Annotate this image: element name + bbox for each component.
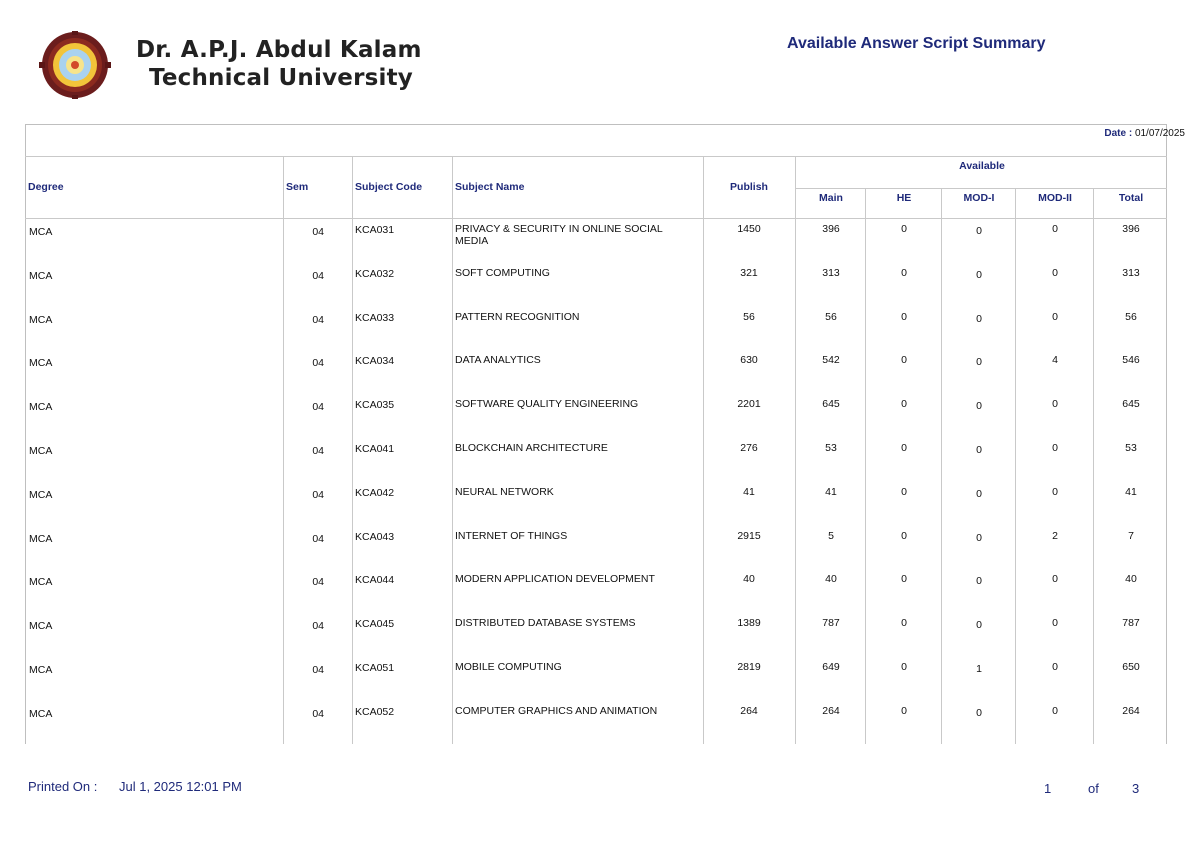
- cell-publish: 321: [740, 267, 758, 279]
- page-of-label: of: [1088, 781, 1099, 796]
- cell-total: 787: [1122, 617, 1140, 629]
- cell-mod2: 0: [1052, 442, 1058, 454]
- column-header-subject-code: Subject Code: [355, 181, 423, 193]
- cell-publish: 630: [740, 354, 758, 366]
- cell-mod2: 0: [1052, 661, 1058, 673]
- cell-main: 53: [825, 442, 837, 454]
- cell-mod1: 0: [976, 488, 982, 500]
- cell-publish: 1450: [737, 223, 761, 235]
- cell-mod2: 0: [1052, 267, 1058, 279]
- cell-degree: MCA: [29, 314, 53, 326]
- cell-name: SOFTWARE QUALITY ENGINEERING: [455, 398, 639, 410]
- cell-code: KCA034: [355, 355, 395, 367]
- cell-name: MODERN APPLICATION DEVELOPMENT: [455, 573, 655, 585]
- cell-total: 396: [1122, 223, 1140, 235]
- cell-code: KCA032: [355, 268, 395, 280]
- cell-name: PRIVACY & SECURITY IN ONLINE SOCIAL MEDIA: [455, 223, 663, 247]
- cell-he: 0: [901, 311, 907, 323]
- cell-code: KCA045: [355, 618, 395, 630]
- cell-he: 0: [901, 573, 907, 585]
- university-logo-icon: [38, 31, 112, 99]
- cell-mod1: 0: [976, 707, 982, 719]
- cell-mod1: 0: [976, 269, 982, 281]
- cell-publish: 2915: [737, 530, 761, 542]
- cell-mod2: 0: [1052, 398, 1058, 410]
- column-divider-degree: [283, 156, 284, 744]
- cell-sem: 04: [312, 314, 324, 326]
- cell-mod1: 0: [976, 575, 982, 587]
- cell-total: 264: [1122, 705, 1140, 717]
- column-divider-mod1: [1015, 188, 1016, 744]
- cell-publish: 276: [740, 442, 758, 454]
- cell-main: 396: [822, 223, 840, 235]
- cell-code: KCA041: [355, 443, 395, 455]
- cell-total: 645: [1122, 398, 1140, 410]
- cell-main: 649: [822, 661, 840, 673]
- available-subheader-divider: [795, 188, 1167, 189]
- column-divider-subject-code: [452, 156, 453, 744]
- cell-sem: 04: [312, 576, 324, 588]
- cell-mod2: 0: [1052, 617, 1058, 629]
- cell-sem: 04: [312, 489, 324, 501]
- cell-total: 313: [1122, 267, 1140, 279]
- report-date: [1104, 128, 1185, 139]
- cell-mod2: 4: [1052, 354, 1058, 366]
- cell-name: DISTRIBUTED DATABASE SYSTEMS: [455, 617, 636, 629]
- cell-main: 40: [825, 573, 837, 585]
- cell-sem: 04: [312, 270, 324, 282]
- cell-name: COMPUTER GRAPHICS AND ANIMATION: [455, 705, 658, 717]
- cell-code: KCA043: [355, 531, 395, 543]
- cell-mod2: 2: [1052, 530, 1058, 542]
- cell-publish: 41: [743, 486, 755, 498]
- cell-he: 0: [901, 442, 907, 454]
- cell-mod1: 0: [976, 619, 982, 631]
- cell-he: 0: [901, 267, 907, 279]
- cell-main: 542: [822, 354, 840, 366]
- cell-main: 264: [822, 705, 840, 717]
- cell-mod2: 0: [1052, 486, 1058, 498]
- cell-degree: MCA: [29, 226, 53, 238]
- cell-publish: 56: [743, 311, 755, 323]
- cell-main: 56: [825, 311, 837, 323]
- cell-publish: 2201: [737, 398, 761, 410]
- page-current: 1: [1044, 781, 1052, 796]
- cell-mod1: 0: [976, 356, 982, 368]
- cell-degree: MCA: [29, 576, 53, 588]
- cell-sem: 04: [312, 620, 324, 632]
- cell-degree: MCA: [29, 664, 53, 676]
- date-label: Date :: [1104, 128, 1133, 139]
- printed-on-label: Printed On :: [28, 779, 98, 794]
- cell-sem: 04: [312, 445, 324, 457]
- cell-name: BLOCKCHAIN ARCHITECTURE: [455, 442, 608, 454]
- column-divider-mod2: [1093, 188, 1094, 744]
- cell-sem: 04: [312, 401, 324, 413]
- cell-total: 7: [1128, 530, 1134, 542]
- university-name: [136, 36, 422, 92]
- cell-main: 313: [822, 267, 840, 279]
- cell-mod1: 0: [976, 532, 982, 544]
- cell-name: PATTERN RECOGNITION: [455, 311, 580, 323]
- column-header-he: HE: [896, 192, 912, 204]
- column-divider-he: [941, 188, 942, 744]
- cell-he: 0: [901, 661, 907, 673]
- cell-code: KCA033: [355, 312, 395, 324]
- cell-total: 56: [1125, 311, 1137, 323]
- cell-total: 41: [1125, 486, 1137, 498]
- cell-degree: MCA: [29, 270, 53, 282]
- column-header-subject-name: Subject Name: [455, 181, 525, 193]
- cell-code: KCA044: [355, 574, 395, 586]
- cell-degree: MCA: [29, 401, 53, 413]
- cell-publish: 1389: [737, 617, 761, 629]
- cell-total: 53: [1125, 442, 1137, 454]
- cell-degree: MCA: [29, 445, 53, 457]
- header-top-divider: [25, 156, 1167, 157]
- cell-mod2: 0: [1052, 311, 1058, 323]
- cell-sem: 04: [312, 226, 324, 238]
- cell-degree: MCA: [29, 708, 53, 720]
- cell-he: 0: [901, 617, 907, 629]
- cell-mod2: 0: [1052, 223, 1058, 235]
- cell-degree: MCA: [29, 489, 53, 501]
- cell-publish: 264: [740, 705, 758, 717]
- cell-mod2: 0: [1052, 705, 1058, 717]
- cell-main: 645: [822, 398, 840, 410]
- cell-he: 0: [901, 354, 907, 366]
- column-header-publish: Publish: [730, 181, 768, 193]
- cell-name: NEURAL NETWORK: [455, 486, 554, 498]
- cell-he: 0: [901, 705, 907, 717]
- column-header-mod1: MOD-I: [963, 192, 995, 204]
- cell-publish: 2819: [737, 661, 761, 673]
- cell-name: INTERNET OF THINGS: [455, 530, 568, 542]
- cell-sem: 04: [312, 708, 324, 720]
- cell-total: 546: [1122, 354, 1140, 366]
- column-divider-main: [865, 188, 866, 744]
- report-table-frame: [25, 124, 1167, 744]
- cell-degree: MCA: [29, 620, 53, 632]
- column-divider-publish: [795, 156, 796, 744]
- column-header-main: Main: [819, 192, 843, 204]
- cell-code: KCA031: [355, 224, 395, 236]
- cell-main: 787: [822, 617, 840, 629]
- cell-code: KCA052: [355, 706, 395, 718]
- cell-code: KCA035: [355, 399, 395, 411]
- cell-mod1: 1: [976, 663, 982, 675]
- column-header-available: Available: [959, 160, 1005, 172]
- cell-name: SOFT COMPUTING: [455, 267, 550, 279]
- column-divider-subject-name: [703, 156, 704, 744]
- printed-on-value: Jul 1, 2025 12:01 PM: [119, 779, 242, 794]
- report-title: Available Answer Script Summary: [787, 35, 1046, 52]
- university-name-line2: Technical University: [149, 65, 413, 91]
- cell-sem: 04: [312, 664, 324, 676]
- page-total: 3: [1132, 781, 1140, 796]
- cell-sem: 04: [312, 357, 324, 369]
- cell-he: 0: [901, 530, 907, 542]
- cell-mod2: 0: [1052, 573, 1058, 585]
- column-header-mod2: MOD-II: [1038, 192, 1072, 204]
- date-value: 01/07/2025: [1134, 128, 1185, 139]
- cell-code: KCA051: [355, 662, 395, 674]
- cell-mod1: 0: [976, 400, 982, 412]
- cell-mod1: 0: [976, 313, 982, 325]
- cell-he: 0: [901, 223, 907, 235]
- cell-sem: 04: [312, 533, 324, 545]
- cell-he: 0: [901, 486, 907, 498]
- column-header-total: Total: [1118, 192, 1144, 204]
- cell-main: 41: [825, 486, 837, 498]
- cell-name: DATA ANALYTICS: [455, 354, 541, 366]
- cell-name: MOBILE COMPUTING: [455, 661, 562, 673]
- column-header-sem: Sem: [286, 181, 309, 193]
- cell-total: 650: [1122, 661, 1140, 673]
- cell-degree: MCA: [29, 357, 53, 369]
- cell-mod1: 0: [976, 225, 982, 237]
- column-divider-sem: [352, 156, 353, 744]
- cell-total: 40: [1125, 573, 1137, 585]
- header-bottom-divider: [25, 218, 1167, 219]
- cell-main: 5: [828, 530, 834, 542]
- cell-degree: MCA: [29, 533, 53, 545]
- cell-mod1: 0: [976, 444, 982, 456]
- cell-publish: 40: [743, 573, 755, 585]
- cell-he: 0: [901, 398, 907, 410]
- university-name-line1: Dr. A.P.J. Abdul Kalam: [136, 37, 422, 63]
- column-header-degree: Degree: [28, 181, 64, 193]
- cell-code: KCA042: [355, 487, 395, 499]
